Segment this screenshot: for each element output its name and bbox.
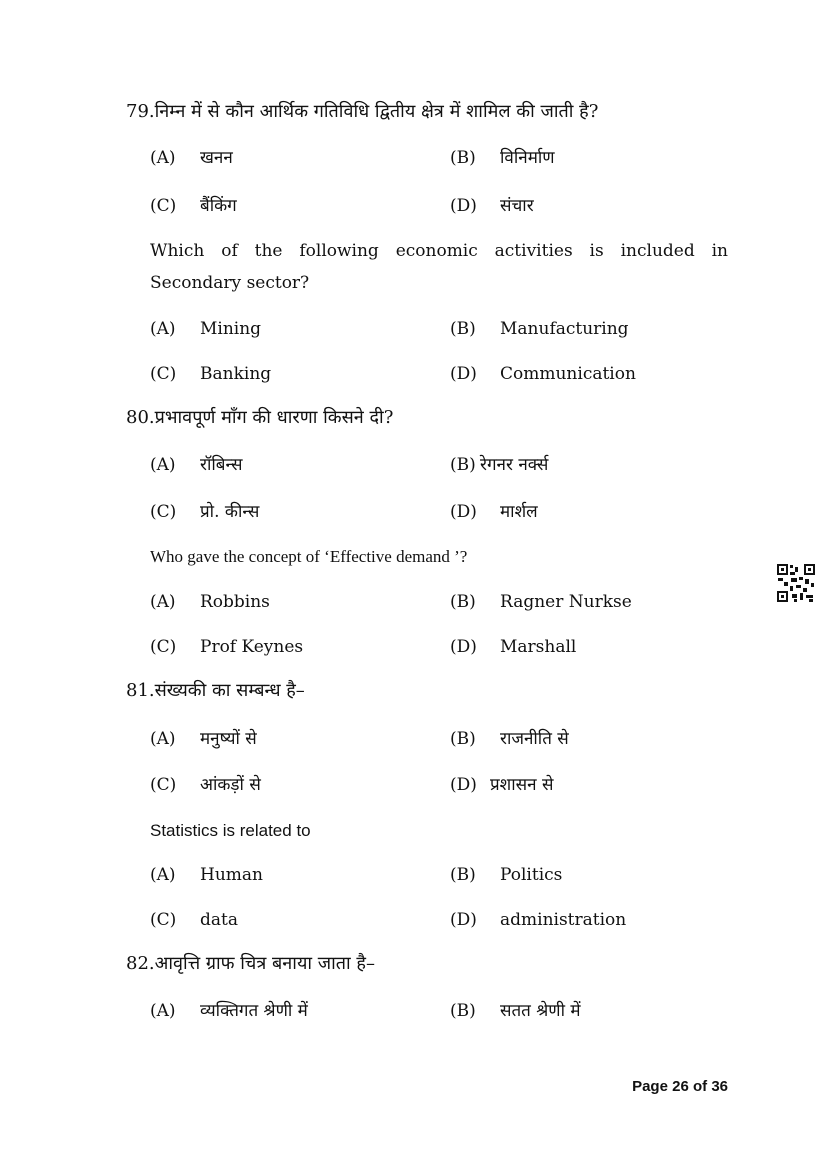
option-a-text: मनुष्यों से (200, 729, 257, 749)
option-b-text: Politics (500, 865, 563, 885)
question-81-hindi: 81.संख्यकी का सम्बन्ध है– (126, 680, 305, 701)
q81-hindi-options-cd (150, 773, 730, 797)
option-label-a: (A) (150, 865, 176, 885)
option-a-text: रॉबिन्स (200, 455, 243, 475)
option-label-d: (D) (450, 364, 477, 384)
option-label-a: (A) (150, 455, 176, 475)
question-79-hindi: 79.निम्न में से कौन आर्थिक गतिविधि द्वितीय क्षेत्र में शामिल की जाती है? (126, 101, 599, 122)
option-a-text: Human (200, 865, 263, 885)
q79-english-options-cd (150, 362, 730, 386)
option-label-c: (C) (150, 910, 177, 930)
page-current: 26 (672, 1078, 689, 1095)
option-label-b: (B) (450, 319, 476, 339)
question-79-english: Which of the following economic activities is included in Secondary sector? (150, 241, 728, 293)
option-label-a: (A) (150, 1001, 176, 1021)
option-label-b: (B) (450, 592, 476, 612)
option-label-d: (D) (450, 196, 477, 216)
option-b-text: सतत श्रेणी में (500, 1001, 581, 1021)
q82-hindi-options-ab (150, 999, 730, 1023)
option-label-c: (C) (150, 775, 177, 795)
option-label-d: (D) (450, 910, 477, 930)
option-label-c: (C) (150, 502, 177, 522)
option-a-text: Robbins (200, 592, 270, 612)
q80-english-options-ab (150, 590, 730, 614)
q80-english-options-cd (150, 635, 730, 659)
q80-hindi-options-ab (150, 453, 730, 477)
option-a-text: व्यक्तिगत श्रेणी में (200, 1001, 308, 1021)
option-label-d: (D) (450, 775, 477, 795)
option-b-text: विनिर्माण (500, 148, 555, 168)
option-d-text: संचार (500, 196, 534, 216)
option-d-text: प्रशासन से (490, 775, 554, 795)
q79-english-options-ab (150, 317, 730, 341)
option-d-text: मार्शल (500, 502, 538, 522)
page-word: Page (632, 1078, 668, 1095)
option-d-text: Marshall (500, 637, 577, 657)
q81-english-options-cd (150, 908, 730, 932)
option-b-text: Ragner Nurkse (500, 592, 632, 612)
option-label-d: (D) (450, 502, 477, 522)
option-label-b: (B) (450, 148, 476, 168)
option-c-text: data (200, 910, 238, 930)
option-label-b: (B) (450, 1001, 476, 1021)
option-c-text: Banking (200, 364, 272, 384)
option-label-b: (B) (450, 455, 476, 475)
q79-hindi-options-cd (150, 194, 730, 218)
option-b-text: राजनीति से (500, 729, 569, 749)
option-a-text: Mining (200, 319, 262, 339)
option-label-c: (C) (150, 364, 177, 384)
option-b-text: Manufacturing (500, 319, 629, 339)
q80-hindi-options-cd (150, 500, 730, 524)
option-d-text: administration (500, 910, 627, 930)
option-label-a: (A) (150, 729, 176, 749)
option-c-text: आंकड़ों से (200, 775, 261, 795)
option-label-a: (A) (150, 148, 176, 168)
question-80-english: Who gave the concept of ‘Effective demand ’? (150, 547, 468, 566)
option-c-text: बैंकिंग (200, 196, 237, 216)
option-label-d: (D) (450, 637, 477, 657)
option-a-text: खनन (200, 148, 233, 168)
option-d-text: Communication (500, 364, 636, 384)
question-82-hindi: 82.आवृत्ति ग्राफ चित्र बनाया जाता है– (126, 953, 375, 974)
qr-code-icon (776, 563, 816, 603)
option-label-b: (B) (450, 865, 476, 885)
option-label-a: (A) (150, 319, 176, 339)
option-label-c: (C) (150, 196, 177, 216)
of-word: of (692, 1078, 708, 1095)
option-label-c: (C) (150, 637, 177, 657)
option-c-text: Prof Keynes (200, 637, 304, 657)
option-label-b: (B) (450, 729, 476, 749)
q81-hindi-options-ab (150, 727, 730, 751)
question-81-english: Statistics is related to (150, 821, 311, 840)
option-b-text: रेगनर नर्क्स (480, 455, 549, 475)
option-c-text: प्रो. कीन्स (200, 502, 260, 522)
page-number (632, 1078, 728, 1095)
q79-hindi-options-ab (150, 146, 730, 170)
q81-english-options-ab (150, 863, 730, 887)
page-total: 36 (711, 1078, 728, 1095)
option-label-a: (A) (150, 592, 176, 612)
question-80-hindi: 80.प्रभावपूर्ण माँग की धारणा किसने दी? (126, 407, 394, 428)
